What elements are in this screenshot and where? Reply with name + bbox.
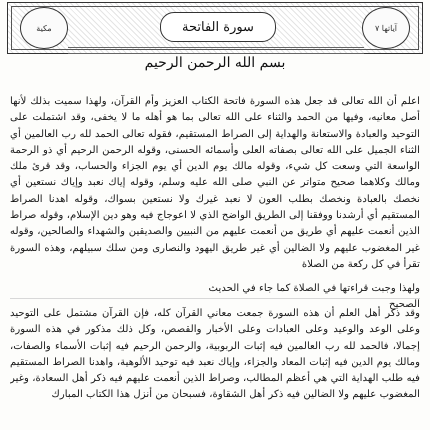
paragraph-divider [10,298,420,299]
surah-header-band [7,2,423,54]
title-cartouche [160,12,276,42]
commentary-paragraph: وقد ذكر أهل العلم أن هذه السورة جمعت معاني القرآن كله، فإن القرآن مشتمل على التوحيد وعلى الوعد والوعيد وعلى العبادات وعلى الأخبار والقصص، وكل ذلك مذكور في هذه السورة إجمالا، فالحمد لله رب العالمين فيه إثبات الربوبية، والرحمن الرحيم فيه إثبات الأسماء والصفات، ومالك يوم الدين فيه إثبات المعاد والجزاء، وإياك نعبد فيه توحيد الألوهية، واهدنا الصراط المستقيم فيه طلب الهداية التي هي أعظم المطالب، وصراط الذين أنعمت عليهم فيه ذكر أهل السعادة، وغير المغضوب عليهم ولا الضالين فيه ذكر أهل الشقاوة، فسبحان من أنزل هذا الكتاب المبارك [10,308,420,401]
commentary-paragraph-end: ولهذا وجبت قراءتها في الصلاة كما جاء في الحديث الصحيح [208,283,420,311]
medallion-right-label: آياتها ٧ [374,23,398,33]
surah-title: سورة الفاتحة [182,19,254,35]
medallion-left [20,7,68,49]
medallion-right [362,7,410,49]
header-ornament-line [68,47,364,54]
basmala-line: بسم الله الرحمن الرحيم [144,55,286,71]
commentary-paragraph: اعلم أن الله تعالى قد جعل هذه السورة فاتحة الكتاب العزيز وأم القرآن، ولهذا سميت بذلك لأنها أصل معانيه، وفيها من الحمد والثناء على الله تعالى بما هو أهله ما لا يخفى، وقد اشتملت على التوحيد والعبادة والاستعانة والهداية إلى الصراط المستقيم، فقوله تعالى الحمد لله رب العالمين أي الثناء الجميل على الله تعالى بصفاته العلى وأسمائه الحسنى، وقوله الرحمن الرحيم أي ذو الرحمة الواسعة التي وسعت كل شيء، وقوله مالك يوم الدين أي يوم الجزاء والحساب، وقد قرئ ملك ومالك وكلاهما صحيح متواتر عن النبي صلى الله عليه وسلم، وقوله إياك نعبد وإياك نستعين أي نخصك بالعبادة ونخصك بطلب العون لا نعبد غيرك ولا نستعين بسواك، وقوله اهدنا الصراط المستقيم أي أرشدنا ووفقنا إلى الطريق الواضح الذي لا اعوجاج فيه وهو دين الإسلام، وقوله صراط الذين أنعمت عليهم أي طريق من أنعمت عليهم من النبيين والصديقين والشهداء والصالحين، وقوله غير المغضوب عليهم ولا الضالين أي غير طريق اليهود والنصارى ومن سلك سبيلهم، وهذه السورة تقرأ في كل ركعة من الصلاة [10,96,420,270]
medallion-left-label: مكية [36,23,52,33]
